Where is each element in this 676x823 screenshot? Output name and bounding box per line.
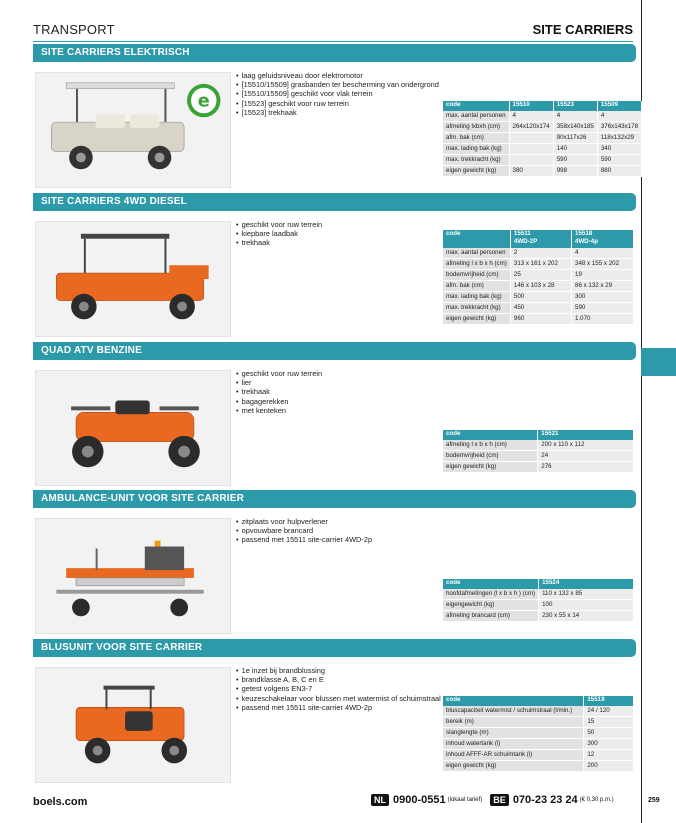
table-row: afmeting lxbxh (cm) 264x120x174 358x140x185 376x143x178 [443, 122, 642, 133]
table-header-row [443, 696, 634, 706]
table-row: max. lading bak (kg) 500 300 [443, 292, 634, 303]
product-photo-electric-cart [35, 72, 231, 188]
table-row: hoofdafmetingen (l x b x h ) (cm) 110 x 132 x 85 [443, 589, 634, 600]
page-header [33, 20, 633, 42]
feature-item: • zitplaats voor hulpverlener [236, 517, 486, 526]
section-title: BLUSUNIT VOOR SITE CARRIER [33, 639, 636, 657]
feature-item: • [15510/15509] grasbanden ter bescherming van ondergrond [236, 80, 486, 89]
feature-item: • keuzeschakelaar voor blussen met watermist of schuimstraal [236, 694, 486, 703]
table-row: max. trekkracht (kg) 450 590 [443, 303, 634, 314]
feature-item: • passend met 15511 site-carrier 4WD-2p [236, 703, 486, 712]
header-category: TRANSPORT [33, 22, 115, 37]
feature-item: • laag geluidsniveau door elektromotor [236, 71, 486, 80]
table-row: afm. bak (cm) 146 x 103 x 28 86 x 132 x 29 [443, 281, 634, 292]
section-title: AMBULANCE-UNIT VOOR SITE CARRIER [33, 490, 636, 508]
col-header: 15521 [538, 430, 634, 440]
table-row: afmeting l x b x h (cm) 200 x 110 x 112 [443, 440, 634, 451]
table-header-row [443, 579, 634, 589]
feature-item: • met kenteken [236, 406, 486, 415]
table-row: bodemvrijheid (cm) 25 19 [443, 270, 634, 281]
section-site-carriers-elektrisch [33, 44, 639, 174]
header-title: SITE CARRIERS [532, 22, 633, 37]
table-row: bereik (m) 15 [443, 717, 634, 728]
table-header-row [443, 101, 642, 111]
table-row: afmeting l x b x h (cm) 313 x 161 x 202 348 x 155 x 202 [443, 259, 634, 270]
table-row: slanglengte (m) 50 [443, 728, 634, 739]
spec-table [443, 579, 634, 622]
be-country-badge: BE [490, 794, 509, 806]
table-row: inhoud watertank (l) 300 [443, 739, 634, 750]
feature-item: • [15510/15509] geschikt voor vlak terrein [236, 89, 486, 98]
eco-logo-letter: e [197, 91, 210, 112]
col-header: code [443, 101, 509, 111]
table-row: bluscapaciteit watermist / schuimstraal (l/min.) 24 / 120 [443, 706, 634, 717]
product-photo-ambulance-unit [35, 518, 231, 634]
feature-item: • lier [236, 378, 486, 387]
col-header: 15509 [597, 101, 641, 111]
page-number: 259 [648, 797, 660, 804]
feature-item: • 1e inzet bij brandblussing [236, 666, 486, 675]
table-header-row [443, 230, 634, 248]
col-header: code [443, 696, 584, 706]
product-photo-blusunit [35, 667, 231, 783]
table-row: max. lading bak (kg) 140 340 [443, 144, 642, 155]
feature-item: • geschikt voor ruw terrein [236, 369, 486, 378]
product-photo-4wd-utv [35, 221, 231, 337]
feature-item: • [15523] geschikt voor ruw terrein [236, 99, 486, 108]
section-title: SITE CARRIERS 4WD DIESEL [33, 193, 636, 211]
table-header-row [443, 430, 634, 440]
table-row: eigen gewicht (kg) 960 1.070 [443, 314, 634, 325]
feature-item: • passend met 15511 site-carrier 4WD-2p [236, 535, 486, 544]
footer-site-link[interactable]: boels.com [33, 796, 88, 808]
col-header: 15519 [584, 696, 634, 706]
feature-item: • getest volgens EN3-7 [236, 684, 486, 693]
footer-phones [371, 794, 622, 806]
nl-country-badge: NL [371, 794, 389, 806]
table-row: bodemvrijheid (cm) 24 [443, 451, 634, 462]
feature-item: • trekhaak [236, 387, 486, 396]
section-blusunit [33, 639, 636, 769]
table-row: max. trekkracht (kg) 590 590 [443, 155, 642, 166]
col-header: 15518 4WD-4p [572, 230, 634, 248]
table-row: eigen gewicht (kg) 200 [443, 761, 634, 772]
col-header: 15511 4WD-2P [510, 230, 571, 248]
table-row: inhoud AFFF-AR schuimtank (l) 12 [443, 750, 634, 761]
section-tab-marker[interactable] [641, 348, 676, 376]
col-header: 15510 [509, 101, 553, 111]
table-row: eigengewicht (kg) 100 [443, 600, 634, 611]
feature-item: • trekhaak [236, 238, 486, 247]
spec-table [443, 696, 634, 772]
spec-table [443, 230, 634, 325]
col-header: 15524 [539, 579, 634, 589]
spec-table [443, 101, 642, 177]
section-title: SITE CARRIERS ELEKTRISCH [33, 44, 636, 62]
table-row: afm. bak (cm) 90x117x26 118x132x29 [443, 133, 642, 144]
section-site-carriers-4wd-diesel [33, 193, 636, 322]
feature-item: • geschikt voor ruw terrein [236, 220, 486, 229]
col-header: code [443, 230, 510, 248]
table-row: eigen gewicht (kg) 380 998 880 [443, 166, 642, 177]
be-rate-note: (€ 0,30 p.m.) [579, 797, 614, 803]
feature-item: • kiepbare laadbak [236, 229, 486, 238]
nl-rate-note: (lokaal tarief) [447, 797, 483, 803]
spec-table [443, 430, 634, 473]
feature-item: • bagagerekken [236, 397, 486, 406]
section-title: QUAD ATV BENZINE [33, 342, 636, 360]
table-row: max. aantal personen 2 4 [443, 248, 634, 259]
product-photo-quad-atv [35, 370, 231, 486]
col-header: code [443, 579, 539, 589]
feature-list [236, 369, 486, 415]
table-row: eigen gewicht (kg) 276 [443, 462, 634, 473]
be-phone[interactable]: 070-23 23 24 [512, 794, 578, 806]
feature-item: • brandklasse A, B, C en E [236, 675, 486, 684]
section-quad-atv-benzine [33, 342, 636, 470]
feature-item: • opvouwbare brancard [236, 526, 486, 535]
table-row: afmeting brancard (cm) 230 x 55 x 14 [443, 611, 634, 622]
table-row: max. aantal personen 4 4 4 [443, 111, 642, 122]
col-header: 15523 [553, 101, 597, 111]
feature-item: • [15523] trekhaak [236, 108, 486, 117]
section-ambulance-unit [33, 490, 636, 619]
col-header: code [443, 430, 538, 440]
feature-list [236, 517, 486, 545]
nl-phone[interactable]: 0900-0551 [393, 794, 446, 806]
